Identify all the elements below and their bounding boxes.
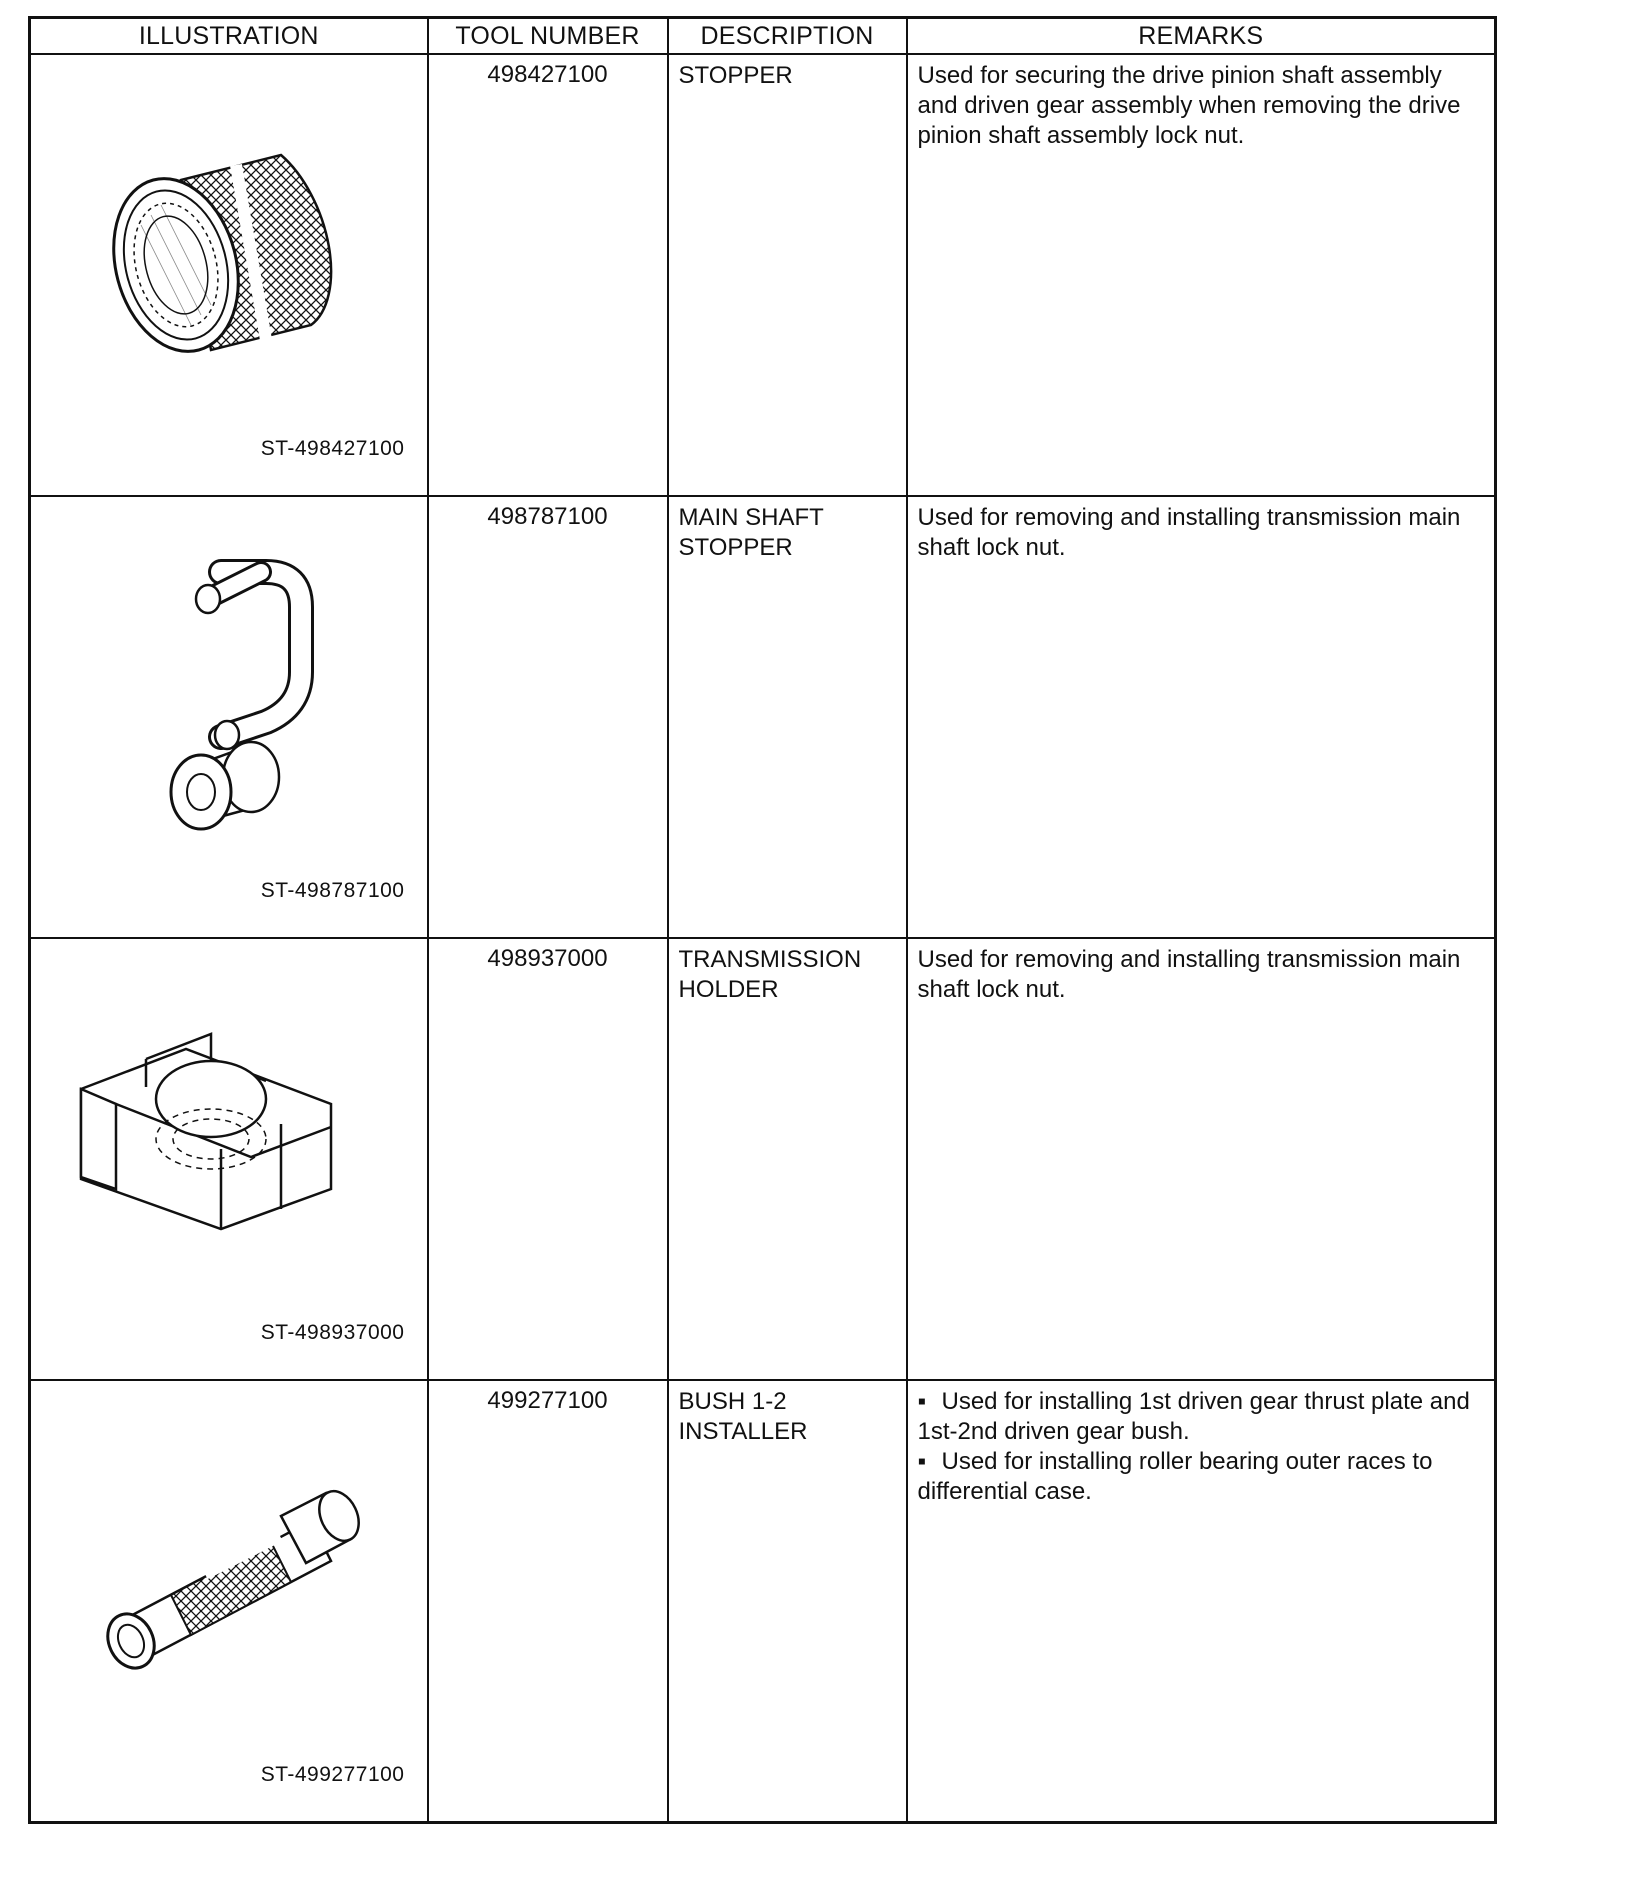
- remarks-text: Used for installing roller bearing outer races to differential case.: [917, 1448, 1433, 1505]
- remarks-cell: [907, 1380, 1496, 1823]
- bullet-icon: ▪: [917, 1388, 927, 1415]
- tool-number-cell: 498937000: [428, 938, 668, 1380]
- table-row: [30, 54, 1496, 496]
- illustration-cell: [30, 54, 428, 496]
- header-row: [30, 18, 1496, 55]
- header-tool-number: TOOL NUMBER: [428, 18, 668, 55]
- header-remarks: REMARKS: [907, 18, 1496, 55]
- illustration-code: ST-498427100: [260, 437, 405, 460]
- description-cell: BUSH 1-2 INSTALLER: [668, 1380, 907, 1823]
- remarks-cell: Used for securing the drive pinion shaft assembly and driven gear assembly when removing the drive pinion shaft assembly lock nut.: [907, 54, 1496, 496]
- table-row: [30, 938, 1496, 1380]
- remarks-item: [918, 1447, 1485, 1507]
- bullet-icon: ▪: [917, 1448, 927, 1475]
- illustration-cell: [30, 938, 428, 1380]
- knurled-stopper-ring-icon: [61, 95, 361, 395]
- illustration-code: ST-499277100: [260, 1763, 405, 1786]
- illustration-cell: [30, 1380, 428, 1823]
- table-row: [30, 1380, 1496, 1823]
- description-cell: TRANSMISSION HOLDER: [668, 938, 907, 1380]
- remarks-text: Used for installing 1st driven gear thrust plate and 1st-2nd driven gear bush.: [917, 1388, 1470, 1445]
- illustration-code: ST-498937000: [260, 1321, 405, 1344]
- description-cell: STOPPER: [668, 54, 907, 496]
- transmission-holder-block-icon: [61, 979, 381, 1279]
- remarks-item: [918, 1387, 1485, 1447]
- bush-installer-shaft-icon: [61, 1421, 381, 1721]
- tool-number-cell: 499277100: [428, 1380, 668, 1823]
- remarks-cell: Used for removing and installing transmission main shaft lock nut.: [907, 938, 1496, 1380]
- illustration-cell: [30, 496, 428, 938]
- header-description: DESCRIPTION: [668, 18, 907, 55]
- remarks-cell: Used for removing and installing transmission main shaft lock nut.: [907, 496, 1496, 938]
- tool-number-cell: 498787100: [428, 496, 668, 938]
- header-illustration: ILLUSTRATION: [30, 18, 428, 55]
- description-cell: MAIN SHAFT STOPPER: [668, 496, 907, 938]
- table-row: [30, 496, 1496, 938]
- special-tools-table: [28, 16, 1497, 1824]
- illustration-code: ST-498787100: [260, 879, 405, 902]
- tool-number-cell: 498427100: [428, 54, 668, 496]
- main-shaft-hook-icon: [61, 537, 361, 837]
